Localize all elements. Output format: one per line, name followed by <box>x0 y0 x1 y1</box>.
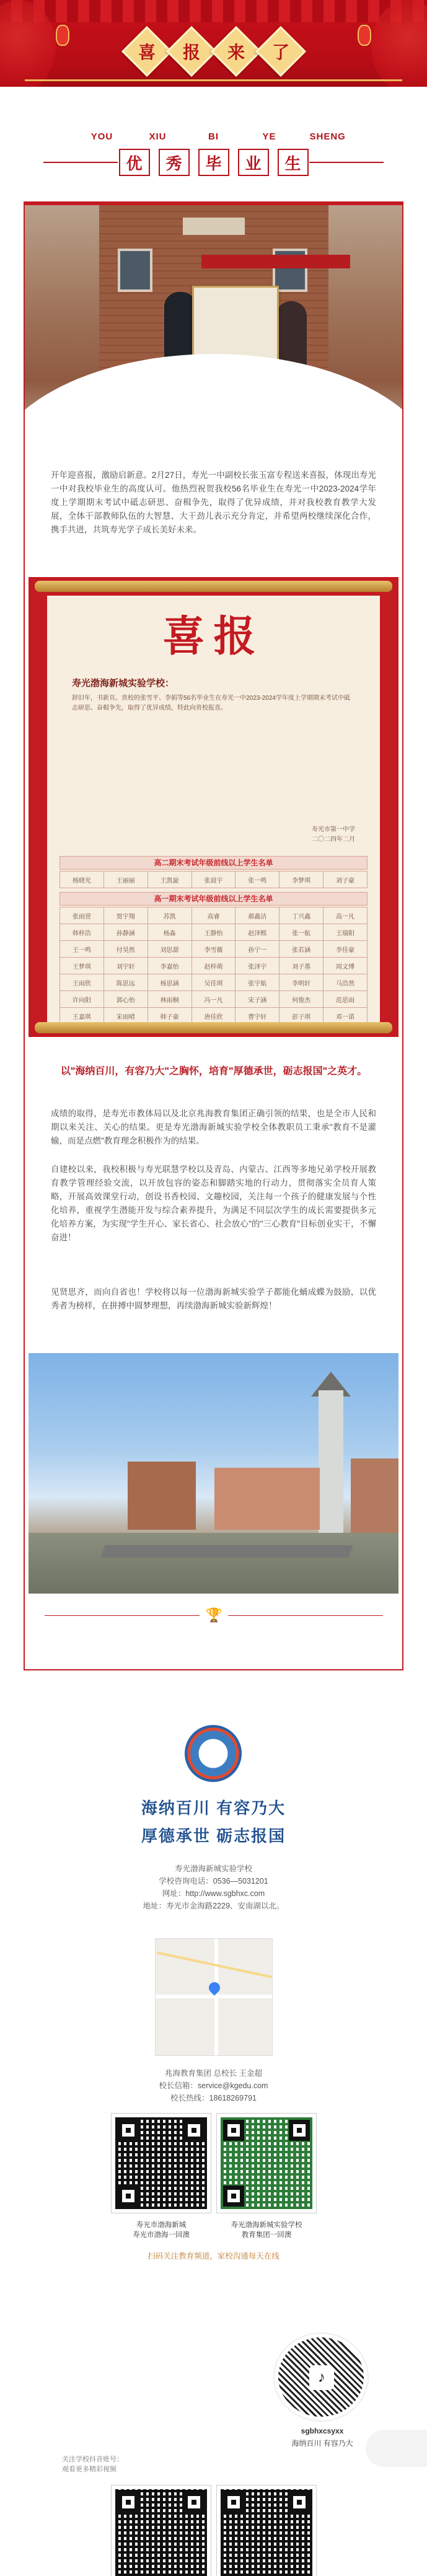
body-paragraph-1: 成绩的取得，是寿光市教体局以及北京兆海教育集团正确引领的结果，也是全市人民和期以来关注、关心的结果。更是寿光渤海新城实验学校全体教职员工秉承"教育不是灌输，而是点燃"教育理念积极作为的结果。 <box>51 1109 376 1145</box>
table-row: 王雨欣 陈思远 杨思涵 吴佳琪 张宇航 李明轩 马浩然 <box>60 974 368 991</box>
school-logo-icon <box>185 1725 242 1782</box>
photo-mask <box>25 354 402 456</box>
scroll-rod <box>35 581 392 592</box>
ground <box>29 1533 398 1594</box>
qr-code[interactable] <box>112 2486 211 2576</box>
title-tile: 了 <box>255 26 306 77</box>
side-float-button[interactable] <box>366 2430 427 2467</box>
table-row: 王梦琪 刘宇轩 李嘉怡 赵梓萌 张泽宇 刘子墨 周文博 <box>60 958 368 974</box>
qr-eye <box>183 2120 205 2141</box>
title-tile: 报 <box>165 26 216 77</box>
title-tile: 来 <box>210 26 261 77</box>
article-frame <box>24 201 403 1670</box>
section-divider <box>25 1607 402 1623</box>
subtitle-pinyin: YOU XIU BI YE SHENG <box>90 131 346 142</box>
qr-eye <box>118 2492 139 2513</box>
building <box>214 1468 320 1530</box>
qr-caption: 寿光市渤海新城 寿光市渤海一回澳 <box>133 2221 190 2239</box>
table-row: 杨晓光 王丽丽 王凯旋 张晨宇 张一鸣 李梦琪 刘子豪 <box>60 871 368 888</box>
divider <box>309 162 384 163</box>
principal-info: 兆海教育集团 总校长 王金超 校长信箱：service@kgedu.com 校长热线：18618269791 <box>0 2067 427 2104</box>
table-caption: 高一期末考试年级前线以上学生名单 <box>59 892 368 906</box>
slogan-line-2: 厚德承世 砺志报国 <box>141 1827 286 1845</box>
banner-title <box>129 33 299 69</box>
lantern-icon <box>358 25 371 46</box>
website-link[interactable]: 网址：http://www.sgbhxc.com <box>162 1889 265 1898</box>
divider-line <box>45 1615 200 1616</box>
slogan-line-1: 海纳百川 有容乃大 <box>141 1799 286 1817</box>
qr-code[interactable] <box>217 2486 316 2576</box>
campus-photo <box>29 1353 398 1594</box>
honor-poster <box>29 577 398 1037</box>
banner-curtain <box>0 0 427 22</box>
qr-eye <box>118 2120 139 2141</box>
email-link[interactable]: 校长信箱：service@kgedu.com <box>159 2081 268 2090</box>
qr-eye <box>223 2492 244 2513</box>
location-map[interactable] <box>155 1938 273 2056</box>
table-row: 韩梓浩 孙静涵 杨淼 王静怡 赵泽熙 张一航 王瑞阳 <box>60 924 368 941</box>
header-banner <box>0 0 427 87</box>
window <box>118 249 152 292</box>
poster-title: 寿光渤海新城实验学校： <box>72 678 175 689</box>
table-row: 王嘉琪 宋雨晴 韩子豪 唐佳欣 曹宇轩 彭子琪 邓一诺 <box>60 1008 368 1025</box>
douyin-icon: ♪ <box>309 2365 334 2390</box>
road <box>100 1545 353 1558</box>
map-pin-icon <box>206 1980 222 1995</box>
poster-paper <box>47 596 380 1023</box>
scroll-rod <box>35 1022 392 1033</box>
table-caption: 高二期末考试年级前线以上学生名单 <box>59 856 368 870</box>
table-row: 张雨萱 贾宇翔 苏凯 高睿 郝鑫洁 丁兴鑫 高一凡 <box>60 907 368 924</box>
qr-eye <box>118 2186 139 2207</box>
student-table-1 <box>59 871 368 888</box>
body-paragraph-2: 自建校以来，我校积极与寿光联慧学校以及青岛、内蒙古、江西等多地兄弟学校开展教育教学管理经验交流，以开放包容的姿态和脚踏实地的行动力，贯彻落实全员育人策略，开展高效课堂行动，创设书香校园、文趣校园，关注每一个孩子的健康发展与个性化培养，重视学生潜能开发与综合素养提升，为满足不同层次学生的成长需要提供多元化培养方案，为实现"学生开心、家长省心、社会放心"的"三心教育"目标创业实干，不懈奋进！ <box>51 1165 376 1242</box>
trophy-icon: 🏆 <box>205 1607 222 1623</box>
qr-note: 扫码关注教育频道，家校沟通每天在线 <box>147 2252 280 2261</box>
poster-heading: 喜报 <box>162 612 265 661</box>
qr-code[interactable] <box>112 2114 211 2213</box>
title-tile: 喜 <box>121 26 172 77</box>
qr-eye <box>183 2492 205 2513</box>
lantern-icon <box>56 25 69 46</box>
qr-eye <box>223 2186 244 2207</box>
ceremony-photo <box>25 205 402 456</box>
poster-signature: 寿光市第一中学 二〇二四年二月 <box>312 826 355 843</box>
qr-eye <box>223 2120 244 2141</box>
poster-body: 辞旧年，书新页。贵校的张雪平、李娟等56名毕业生在寿光一中2023-2024学年度上学期期末考试中砥志研思、奋楫争先，取得了优异成绩，特此向贵校报喜。 <box>72 695 350 712</box>
qr-code[interactable] <box>217 2114 316 2213</box>
douyin-id: sgbhxcsyxx <box>301 2427 344 2435</box>
building <box>128 1462 196 1530</box>
table-row: 许向阳 郭心怡 林雨桐 冯一凡 宋子涵 何俊杰 范思雨 <box>60 991 368 1008</box>
banner-divider <box>25 79 402 81</box>
map-road <box>214 1939 218 2056</box>
divider <box>43 162 118 163</box>
red-banner <box>201 255 350 268</box>
douyin-qr-code[interactable] <box>275 2334 368 2420</box>
qr-eye <box>289 2120 310 2141</box>
body-paragraph-3: 见贤思齐，而向自省也！学校将以每一位渤海新城实验学子都能化蛹成蝶为鼓励，以优秀者为榜样，在拼搏中圆梦理想，再续渤海新城实验新辉煌！ <box>51 1287 376 1310</box>
building-plaque <box>183 218 245 235</box>
table-row: 王一鸣 付昊然 刘思甜 李雪薇 孙宁一 张若涵 李佳豪 <box>60 941 368 958</box>
qr-eye <box>289 2492 310 2513</box>
building <box>351 1458 398 1533</box>
motto-quote: 以"海纳百川，有容乃大"之胸怀，培育"厚德承世，砺志报国"之英才。 <box>60 1066 368 1077</box>
follow-note: 关注学校抖音账号： 观看更多精彩视频 <box>62 2456 123 2473</box>
qr-caption: 寿光渤海新城实验学校 教育集团一回澳 <box>231 2221 302 2239</box>
student-table-2 <box>59 907 368 1025</box>
school-info: 寿光渤海新城实验学校 学校咨询电话：0536—5031201 网址：http://www.sgbhxc.com 地址：寿光市金海路2229、安南湖以北。 <box>0 1863 427 1912</box>
douyin-caption: 海纳百川 有容乃大 <box>291 2439 353 2448</box>
divider-line <box>228 1615 383 1616</box>
intro-paragraph: 开年迎喜报，激励启新意。2月27日，寿光一中副校长张玉富专程送来喜报，体现出寿光一中对我校毕业生的高度认可。他热烈祝贺我校56名毕业生在寿光一中2023-2024学年度上学期期末考试中砥志研思、奋楫争先，取得了优异成绩，并对我校教育教学大发展，全体干部教师队伍的大智慧、大干劲儿表示充分肯定，并希望两校继续深化合作，携手共进，共筑寿光学子成长美好未来。 <box>51 470 376 534</box>
subtitle-chinese: 优 秀 毕 业 生 <box>0 149 427 176</box>
clock-tower <box>319 1390 343 1533</box>
